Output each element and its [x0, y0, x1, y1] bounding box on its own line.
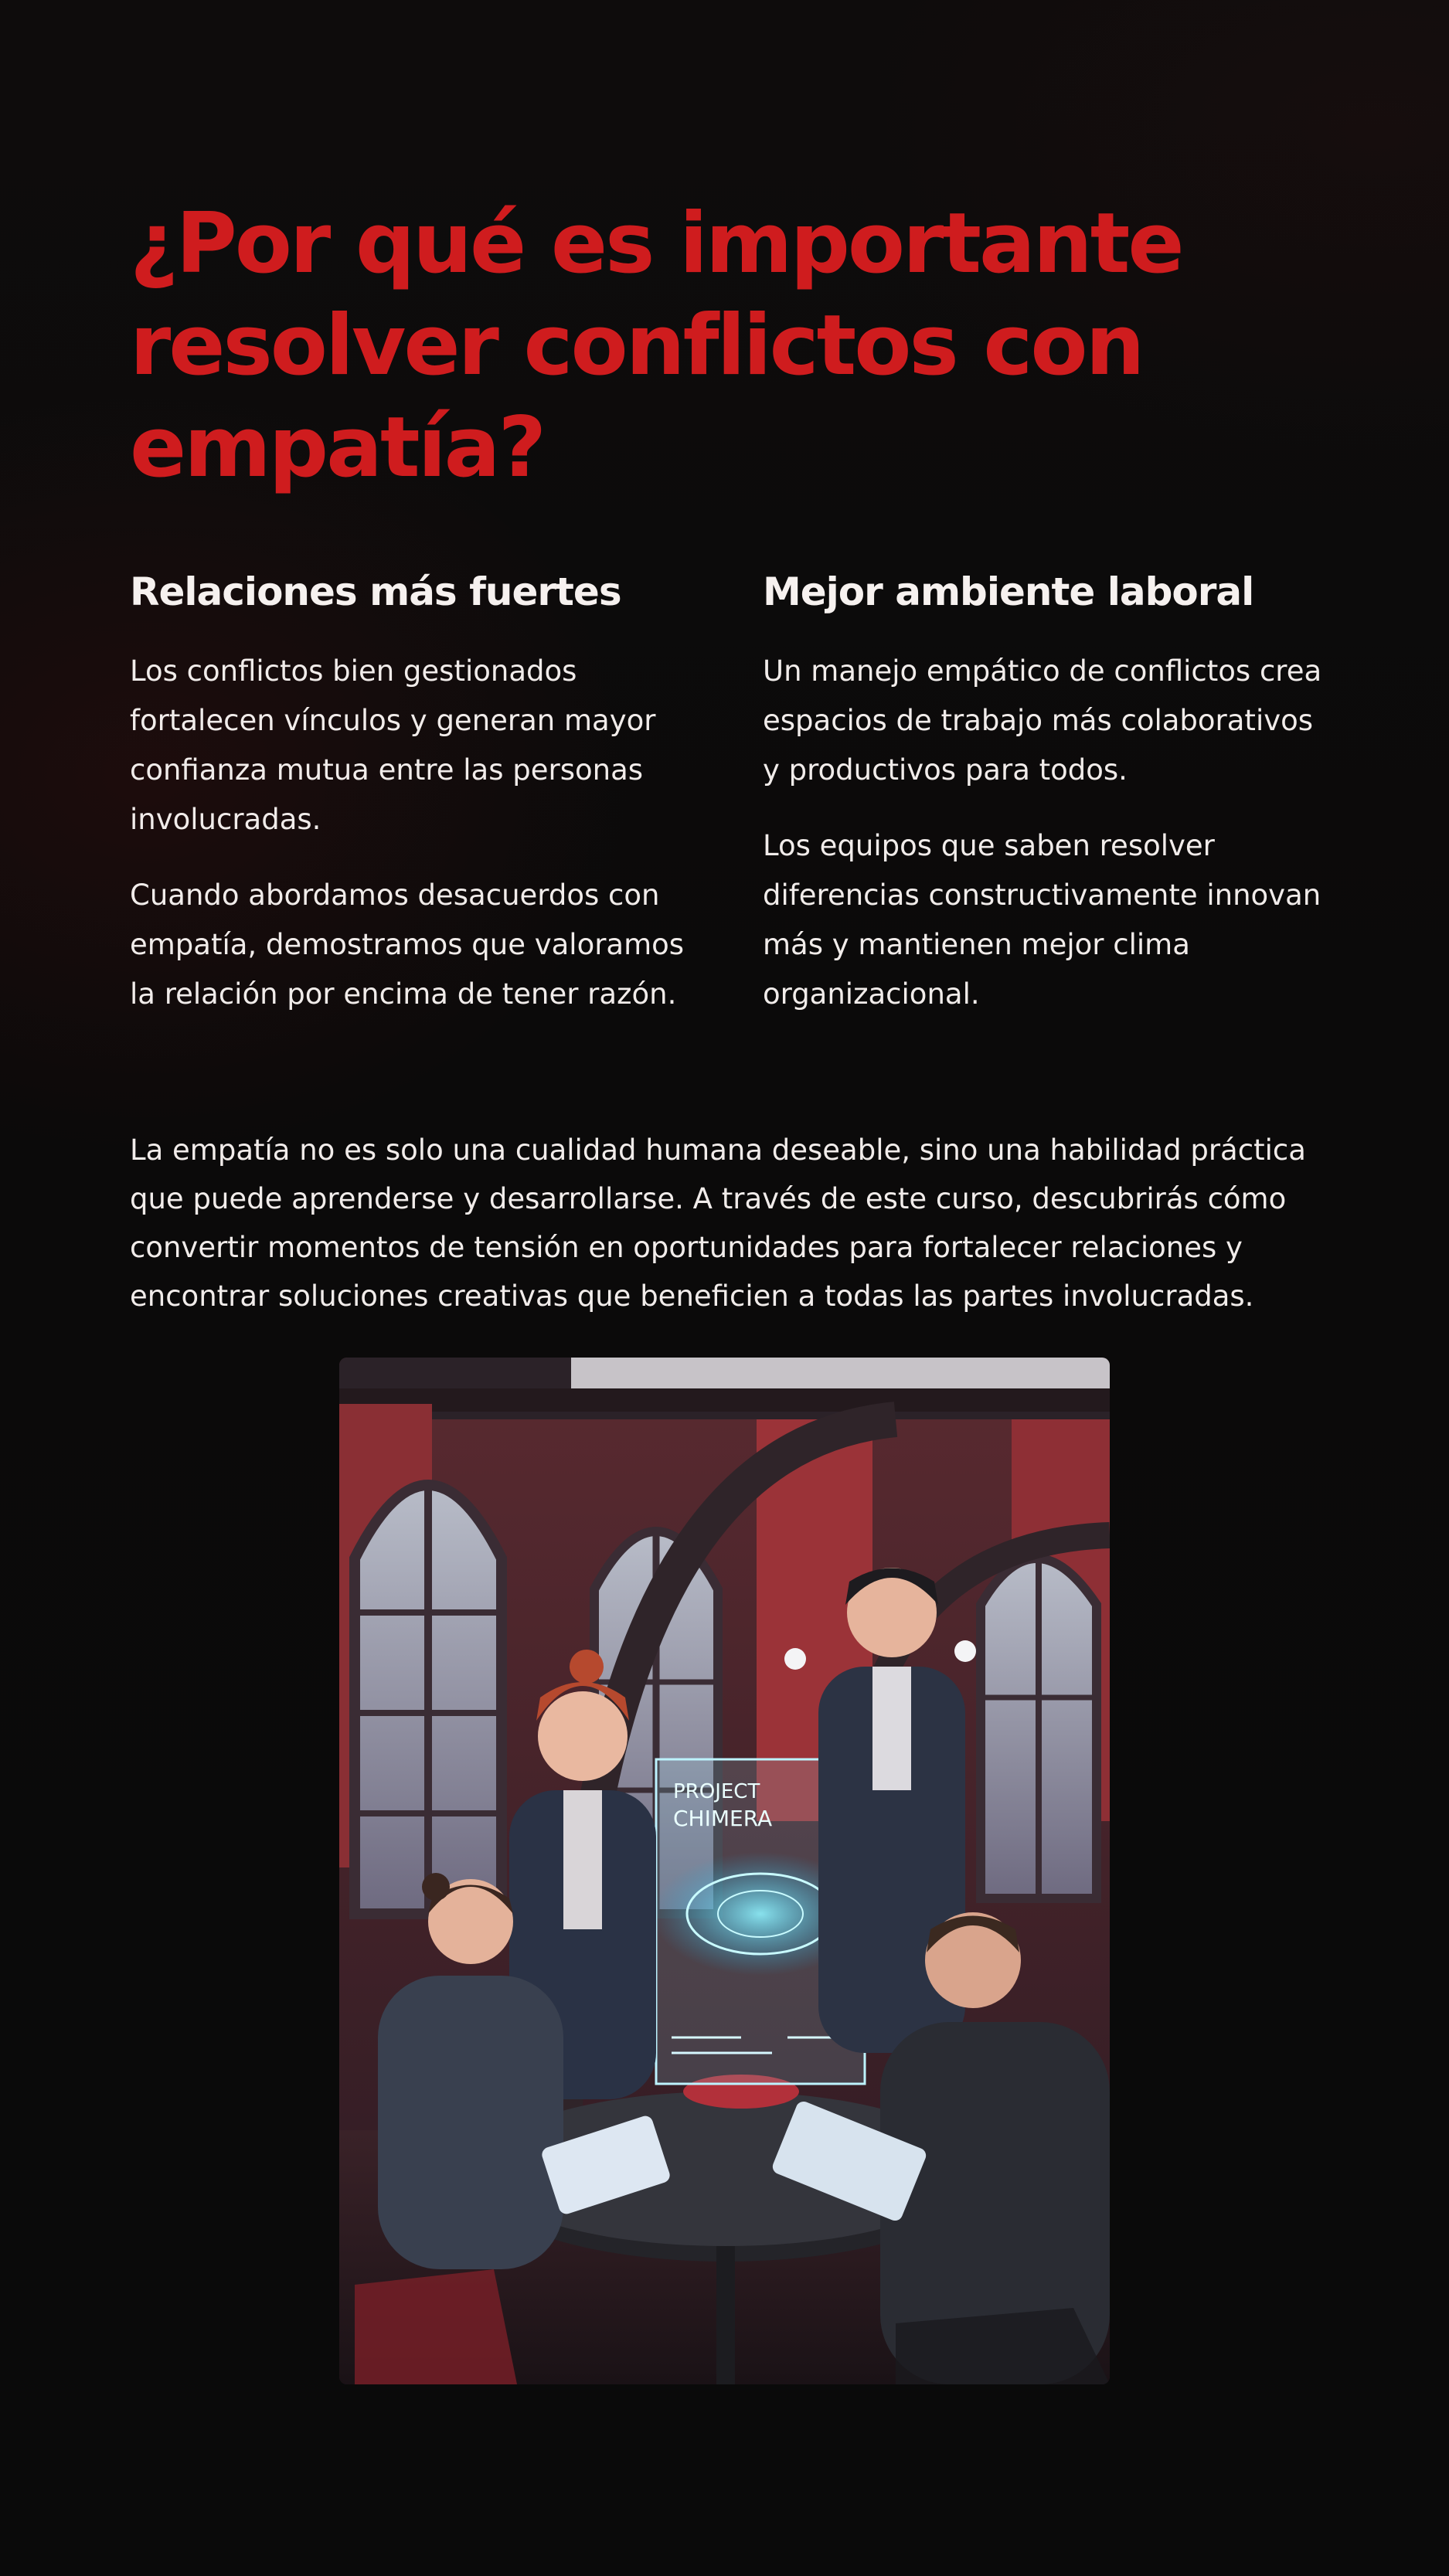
- column-heading: Mejor ambiente laboral: [763, 569, 1254, 614]
- column-paragraph: Los equipos que saben resolver diferencias constructivamente innovan más y mantienen mejor clima organizacional.: [763, 829, 1321, 1011]
- intro-paragraph: La empatía no es solo una cualidad humana deseable, sino una habilidad práctica que puede aprenderse y desarrollarse. A través de este curso, descubrirás cómo convertir momentos de tensión en oportunidades para fortalecer relaciones y encontrar soluciones creativas que beneficien a todas las partes involucradas.: [130, 1133, 1306, 1313]
- column-paragraph: Los conflictos bien gestionados fortalecen vínculos y generan mayor confianza mutua entre las personas involucradas.: [130, 654, 656, 836]
- hologram-label-line2: CHIMERA: [673, 1806, 773, 1831]
- page-title: ¿Por qué es importante resolver conflictos con empatía?: [130, 195, 1182, 496]
- column-heading: Relaciones más fuertes: [130, 569, 621, 614]
- window-right: [981, 1558, 1097, 1898]
- column-better-work-environment: [763, 568, 1327, 1045]
- hologram-label-line1: PROJECT: [673, 1780, 760, 1803]
- column-paragraph: Un manejo empático de conflictos crea espacios de trabajo más colaborativos y productivos para todos.: [763, 654, 1322, 787]
- window-left: [355, 1485, 502, 1914]
- column-stronger-relationships: [130, 568, 686, 1045]
- team-meeting-illustration: [339, 1358, 1110, 2384]
- column-paragraph: Cuando abordamos desacuerdos con empatía, demostramos que valoramos la relación por encima de tener razón.: [130, 878, 685, 1011]
